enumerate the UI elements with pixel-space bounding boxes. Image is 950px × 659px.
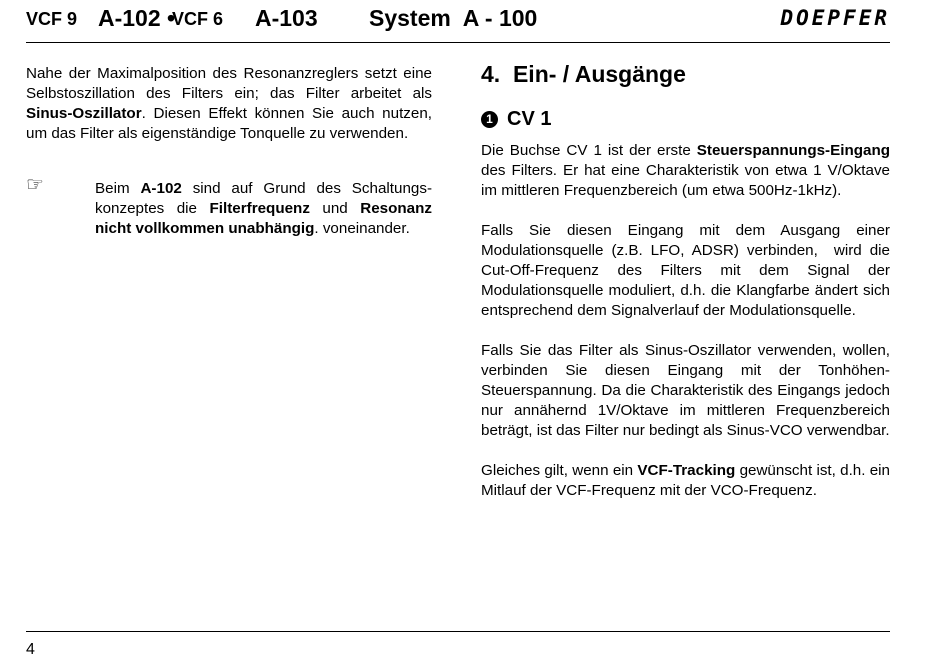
header-vcf6: VCF 6 bbox=[172, 9, 224, 29]
note-text: Beim A-102 sind auf Grund des Schaltungskonzeptes die Filterfrequenz und Resonanz nicht vollkommen unabhängig. voneinander. bbox=[95, 180, 432, 237]
page-number: 4 bbox=[26, 641, 35, 658]
intro-paragraph: Nahe der Maximalposition des Resonanzreglers setzt eine Selbstoszillation des Filters ein; das Filter arbeitet als Sinus-Oszillator. Diesen Effekt können Sie auch nutzen, um das Filter als eigenständige Tonquelle zu verwenden. bbox=[26, 65, 432, 142]
left-column bbox=[26, 64, 432, 237]
page-header bbox=[26, 6, 890, 34]
section-body bbox=[481, 141, 895, 521]
header-a103: A-103 bbox=[255, 5, 318, 31]
header-system-title: System A - 100 bbox=[369, 5, 538, 31]
paragraph-tracking: Gleiches gilt, wenn ein VCF-Tracking gewünscht ist, d.h. ein Mitlauf der VCF-Frequenz mit der VCO-Frequenz. bbox=[481, 462, 890, 499]
paragraph-modulation: Falls Sie diesen Eingang mit dem Ausgang einer Modulationsquelle (z.B. LFO, ADSR) verbinden, wird die Cut-Off-Frequenz des Filters mit dem Signal der Modulationsquelle moduliert, d.h. die Klangfarbe ändert sich entsprechend dem Signalverlauf der Modulationsquelle. bbox=[481, 222, 895, 319]
doepfer-logo: DOEPFER bbox=[780, 6, 890, 30]
header-rule bbox=[26, 42, 890, 43]
header-vcf9: VCF 9 bbox=[26, 9, 78, 29]
paragraph-cv1: Die Buchse CV 1 ist der erste Steuerspannungs-Eingang des Filters. Er hat eine Charakteristik von etwa 1 V/Oktave im mittleren Frequenzbereich (um etwa 500Hz-1kHz). bbox=[481, 142, 890, 199]
subsection-title: 1 CV 1 bbox=[481, 109, 551, 129]
footer-rule bbox=[26, 631, 890, 632]
pointing-hand-icon: ☞ bbox=[26, 174, 44, 196]
paragraph-sine-osc: Falls Sie das Filter als Sinus-Oszillator verwenden, wollen, verbinden Sie diesen Eingang mit der Tonhöhen-Steuerspannung. Da die Charakteristik des Eingangs jedoch nur annähernd 1V/Oktave im mittleren Frequenzbereich beträgt, ist das Filter nur bedingt als Sinus-VCO verwendbar. bbox=[481, 342, 890, 439]
header-separator: • bbox=[167, 5, 176, 31]
header-a102: A-102 • bbox=[98, 5, 176, 31]
section-title: 4. Ein- / Ausgänge bbox=[481, 61, 686, 87]
circled-number-icon: 1 bbox=[481, 111, 498, 128]
